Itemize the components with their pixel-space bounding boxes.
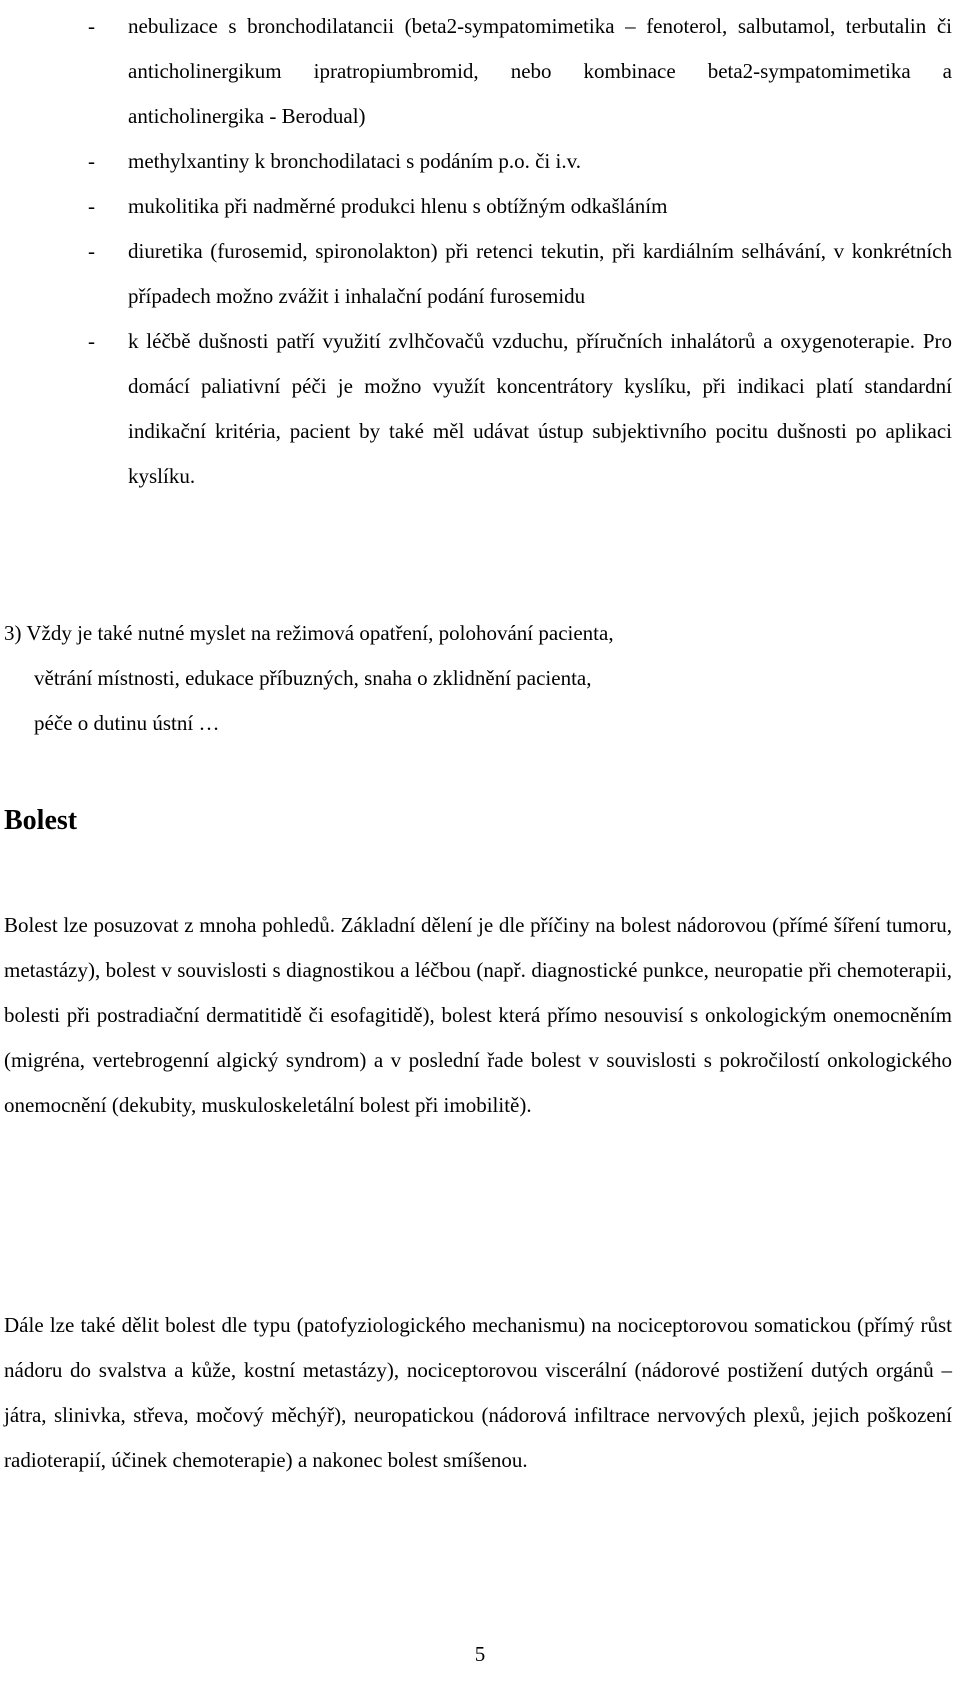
treatment-list [4, 4, 952, 499]
list-item [4, 139, 952, 184]
list-dash: - [88, 14, 95, 38]
list-item-text: methylxantiny k bronchodilataci s podáním p.o. či i.v. [128, 149, 581, 173]
numbered-line: péče o dutinu ústní … [34, 711, 220, 735]
page-number: 5 [474, 1642, 486, 1666]
paragraph-pain-classification: Bolest lze posuzovat z mnoha pohledů. Základní dělení je dle příčiny na bolest nádorovou (přímé šíření tumoru, metastázy), bolest v souvislosti s diagnostikou a léčbou (např. diagnostické punkce, neuropatie při chemoterapii, bolesti při postradiační dermatitidě či esofagitidě), bolest která přímo nesouvisí s onkologickým onemocněním (migréna, vertebrogenní algický syndrom) a v poslední řade bolest v souvislosti s pokročilostí onkologického onemocnění (dekubity, muskuloskeletální bolest při imobilitě). [4, 913, 952, 1117]
list-item-text: diuretika (furosemid, spironolakton) při retenci tekutin, při kardiálním selhávání, v konkrétních případech možno zvážit i inhalační podání furosemidu [128, 239, 952, 308]
list-item-text: k léčbě dušnosti patří využití zvlhčovačů vzduchu, příručních inhalátorů a oxygenoterapie. Pro domácí paliativní péči je možno využít koncentrátory kyslíku, při indikaci platí standardní indikační kritéria, pacient by také měl udávat ústup subjektivního pocitu dušnosti po aplikaci kyslíku. [128, 329, 952, 488]
list-item [4, 184, 952, 229]
list-dash: - [88, 149, 95, 173]
paragraph-pain-types: Dále lze také dělit bolest dle typu (patofyziologického mechanismu) na nociceptorovou somatickou (přímý růst nádoru do svalstva a kůže, kostní metastázy), nociceptorovou viscerální (nádorové postižení dutých orgánů – játra, slinivka, střeva, močový měchýř), neuropatickou (nádorová infiltrace nervových plexů, jejich poškození radioterapií, účinek chemoterapie) a nakonec bolest smíšenou. [4, 1313, 952, 1472]
list-item [4, 4, 952, 139]
list-item-text: mukolitika při nadměrné produkci hlenu s obtížným odkašláním [128, 194, 668, 218]
list-item [4, 319, 952, 499]
numbered-line: větrání místnosti, edukace příbuzných, snaha o zklidnění pacienta, [34, 666, 592, 690]
section-heading: Bolest [4, 805, 78, 836]
numbered-line: 3) Vždy je také nutné myslet na režimová opatření, polohování pacienta, [4, 621, 614, 645]
list-item [4, 229, 952, 319]
list-dash: - [88, 194, 95, 218]
list-item-text: nebulizace s bronchodilatancii (beta2-sympatomimetika – fenoterol, salbutamol, terbutalin či anticholinergikum ipratropiumbromid, nebo kombinace beta2-sympatomimetika a anticholinergika - Berodual) [128, 14, 952, 128]
list-dash: - [88, 329, 95, 353]
list-dash: - [88, 239, 95, 263]
numbered-point-3 [4, 611, 952, 746]
